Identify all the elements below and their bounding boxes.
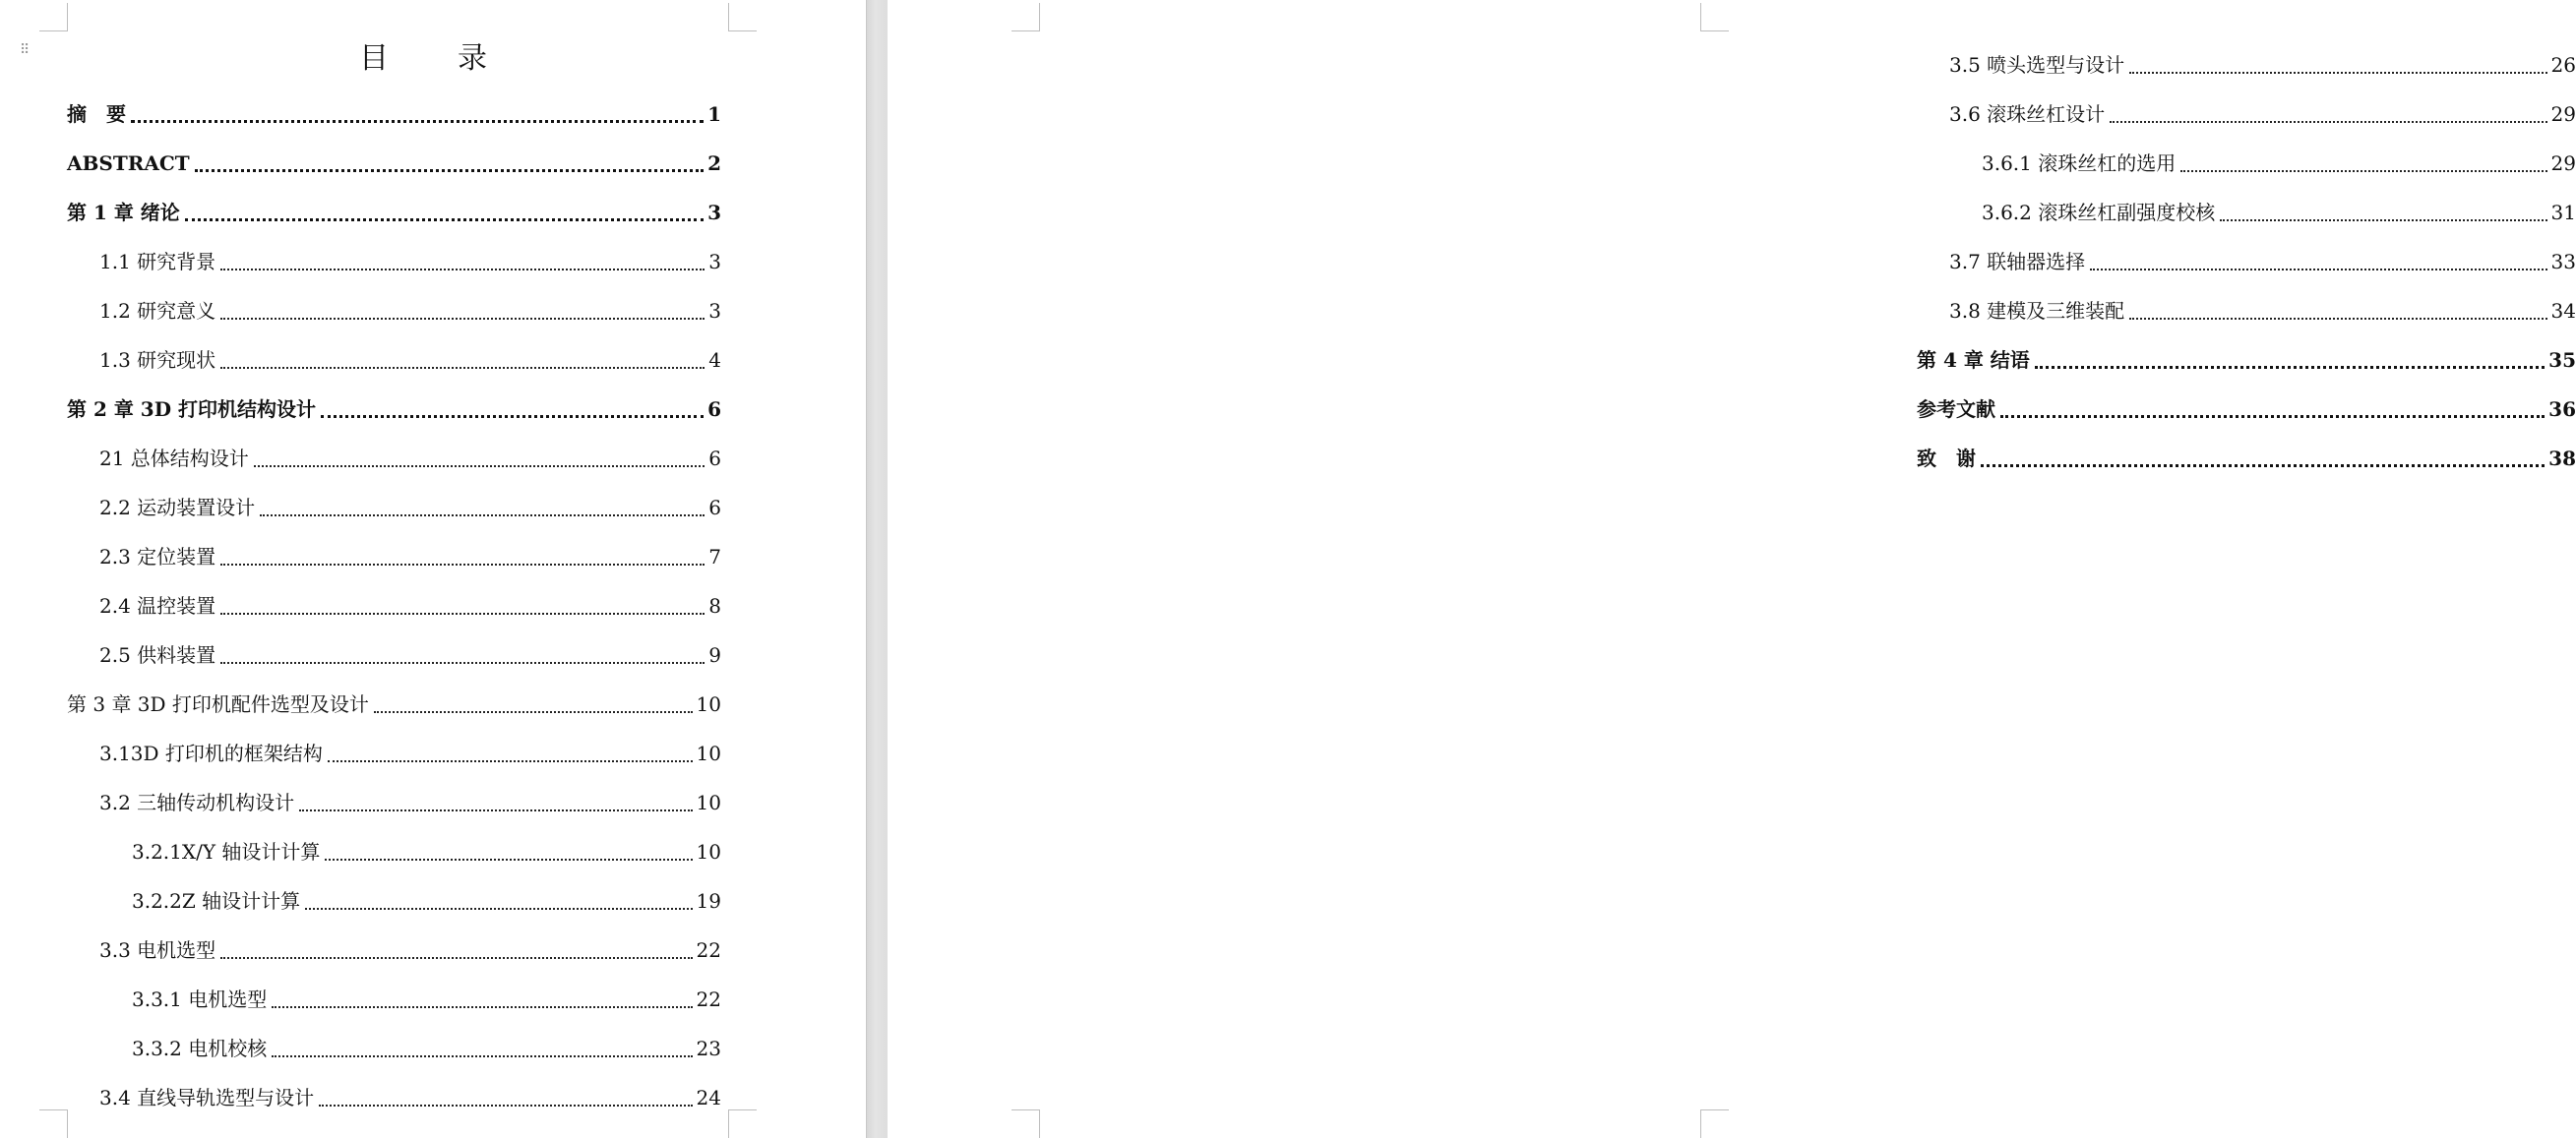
toc-dot-leader: [220, 269, 705, 270]
toc-dot-leader: [1981, 464, 2545, 467]
toc-list-left: [67, 83, 721, 1115]
toc-page-number: 29: [2550, 102, 2576, 126]
crop-mark: [728, 3, 757, 31]
toc-page-number: 26: [2550, 53, 2576, 77]
toc-entry-label: 3.5 喷头选型与设计: [1949, 53, 2125, 77]
toc-entry[interactable]: [67, 279, 721, 329]
toc-page-number: 19: [696, 889, 721, 913]
crop-mark: [1700, 3, 1729, 31]
toc-dot-leader: [325, 859, 692, 861]
toc-entry-label: 3.3 电机选型: [99, 938, 216, 962]
crop-mark: [1012, 3, 1040, 31]
toc-page-number: 33: [2550, 250, 2576, 273]
toc-entry[interactable]: [67, 1017, 721, 1066]
table-move-handle-icon[interactable]: ⠿: [20, 42, 31, 58]
toc-dot-leader: [220, 957, 692, 959]
left-page: [0, 0, 866, 1138]
toc-page-number: 38: [2548, 447, 2576, 470]
toc-entry[interactable]: [67, 574, 721, 624]
toc-entry-label: 第 4 章 结语: [1917, 348, 2030, 372]
page-gutter: [866, 0, 889, 1138]
crop-mark: [1700, 1109, 1729, 1138]
toc-dot-leader: [195, 169, 704, 172]
toc-page-number: 3: [708, 250, 721, 273]
toc-entry-label: 21 总体结构设计: [99, 447, 249, 470]
toc-entry[interactable]: [1917, 132, 2576, 181]
toc-page-number: 34: [2550, 299, 2576, 323]
toc-page-number: 10: [696, 742, 721, 765]
toc-entry-label: ABSTRACT: [67, 151, 190, 175]
toc-dot-leader: [374, 711, 693, 713]
toc-entry-label: 3.2.1X/Y 轴设计计算: [132, 840, 321, 864]
toc-dot-leader: [2180, 170, 2546, 172]
toc-entry[interactable]: [1917, 427, 2576, 476]
toc-entry-label: 1.1 研究背景: [99, 250, 216, 273]
toc-entry-label: 3.6.2 滚珠丝杠副强度校核: [1982, 201, 2216, 224]
toc-page-number: 35: [2548, 348, 2576, 372]
toc-dot-leader: [220, 367, 705, 369]
toc-entry[interactable]: [1917, 33, 2576, 83]
toc-dot-leader: [2035, 366, 2545, 369]
toc-entry[interactable]: [1917, 329, 2576, 378]
toc-entry-label: 1.2 研究意义: [99, 299, 216, 323]
toc-dot-leader: [272, 1006, 692, 1008]
toc-dot-leader: [2110, 121, 2546, 123]
toc-entry-label: 第 3 章 3D 打印机配件选型及设计: [67, 692, 369, 716]
toc-dot-leader: [2090, 269, 2546, 270]
toc-dot-leader: [220, 613, 705, 615]
toc-entry-label: 3.3.1 电机选型: [132, 988, 268, 1011]
toc-page-number: 24: [696, 1086, 721, 1109]
toc-list-right: [1917, 33, 2576, 476]
toc-page-number: 1: [707, 102, 721, 126]
toc-entry[interactable]: [1917, 181, 2576, 230]
toc-page-number: 6: [707, 397, 721, 421]
toc-entry-label: 3.6.1 滚珠丝杠的选用: [1982, 151, 2177, 175]
toc-page-number: 10: [696, 840, 721, 864]
toc-dot-leader: [2220, 219, 2546, 221]
toc-page-number: 4: [708, 348, 721, 372]
toc-entry[interactable]: [67, 83, 721, 132]
toc-page-number: 29: [2550, 151, 2576, 175]
toc-dot-leader: [2129, 72, 2546, 74]
toc-page-number: 6: [708, 496, 721, 519]
toc-entry-label: 第 2 章 3D 打印机结构设计: [67, 397, 317, 421]
toc-entry-label: 2.2 运动装置设计: [99, 496, 256, 519]
toc-entry-label: 第 1 章 绪论: [67, 201, 180, 224]
toc-page-number: 7: [708, 545, 721, 569]
toc-page-number: 9: [708, 643, 721, 667]
toc-dot-leader: [272, 1055, 692, 1057]
toc-entry[interactable]: [67, 673, 721, 722]
toc-page-number: 8: [708, 594, 721, 618]
toc-page-number: 22: [696, 988, 721, 1011]
toc-page-number: 10: [696, 692, 721, 716]
toc-entry-label: 3.2 三轴传动机构设计: [99, 791, 295, 814]
crop-mark: [39, 1109, 68, 1138]
toc-page-number: 6: [708, 447, 721, 470]
toc-entry[interactable]: [67, 869, 721, 919]
toc-entry[interactable]: [1917, 83, 2576, 132]
crop-mark: [39, 3, 68, 31]
toc-entry[interactable]: [67, 771, 721, 820]
toc-entry[interactable]: [67, 525, 721, 574]
toc-page-number: 36: [2548, 397, 2576, 421]
toc-entry-label: 3.2.2Z 轴设计计算: [132, 889, 301, 913]
toc-dot-leader: [185, 218, 704, 221]
toc-dot-leader: [321, 415, 704, 418]
toc-page-number: 3: [707, 201, 721, 224]
toc-entry-label: 3.8 建模及三维装配: [1949, 299, 2125, 323]
toc-dot-leader: [131, 120, 704, 123]
toc-dot-leader: [260, 514, 705, 516]
toc-entry[interactable]: [67, 427, 721, 476]
toc-entry[interactable]: [1917, 378, 2576, 427]
toc-entry-label: 3.3.2 电机校核: [132, 1037, 268, 1060]
toc-entry-label: 3.13D 打印机的框架结构: [99, 742, 323, 765]
toc-dot-leader: [2129, 318, 2546, 320]
toc-dot-leader: [220, 318, 705, 320]
toc-dot-leader: [220, 564, 705, 566]
toc-entry[interactable]: [67, 722, 721, 771]
toc-entry[interactable]: [67, 820, 721, 869]
toc-entry-label: 参考文献: [1917, 397, 1995, 421]
toc-entry-label: 2.5 供料装置: [99, 643, 216, 667]
toc-page-number: 2: [707, 151, 721, 175]
toc-page-number: 31: [2550, 201, 2576, 224]
toc-page-number: 10: [696, 791, 721, 814]
toc-entry[interactable]: [67, 968, 721, 1017]
toc-entry-label: 2.4 温控装置: [99, 594, 216, 618]
toc-dot-leader: [328, 760, 693, 762]
toc-page-number: 3: [708, 299, 721, 323]
toc-entry[interactable]: [67, 476, 721, 525]
toc-entry[interactable]: [67, 1066, 721, 1115]
crop-mark: [1012, 1109, 1040, 1138]
toc-dot-leader: [305, 908, 692, 910]
toc-entry[interactable]: [1917, 279, 2576, 329]
toc-entry-label: 3.6 滚珠丝杠设计: [1949, 102, 2106, 126]
toc-entry[interactable]: [67, 624, 721, 673]
toc-dot-leader: [220, 662, 705, 664]
toc-entry[interactable]: [1917, 230, 2576, 279]
crop-mark: [728, 1109, 757, 1138]
toc-entry-label: 2.3 定位装置: [99, 545, 216, 569]
toc-entry[interactable]: [67, 378, 721, 427]
toc-page-number: 22: [696, 938, 721, 962]
right-page: [888, 0, 2576, 1138]
toc-dot-leader: [2000, 415, 2545, 418]
toc-title: 目 录: [359, 41, 507, 76]
toc-entry[interactable]: [67, 181, 721, 230]
toc-entry[interactable]: [67, 230, 721, 279]
toc-dot-leader: [319, 1105, 692, 1107]
toc-entry-label: 3.4 直线导轨选型与设计: [99, 1086, 315, 1109]
toc-entry-label: 1.3 研究现状: [99, 348, 216, 372]
toc-entry-label: 3.7 联轴器选择: [1949, 250, 2086, 273]
toc-entry[interactable]: [67, 919, 721, 968]
toc-page-number: 23: [696, 1037, 721, 1060]
toc-dot-leader: [299, 809, 692, 811]
toc-entry-label: 致 谢: [1917, 447, 1976, 470]
toc-entry[interactable]: [67, 132, 721, 181]
toc-entry-label: 摘 要: [67, 102, 126, 126]
toc-dot-leader: [254, 465, 705, 467]
toc-entry[interactable]: [67, 329, 721, 378]
